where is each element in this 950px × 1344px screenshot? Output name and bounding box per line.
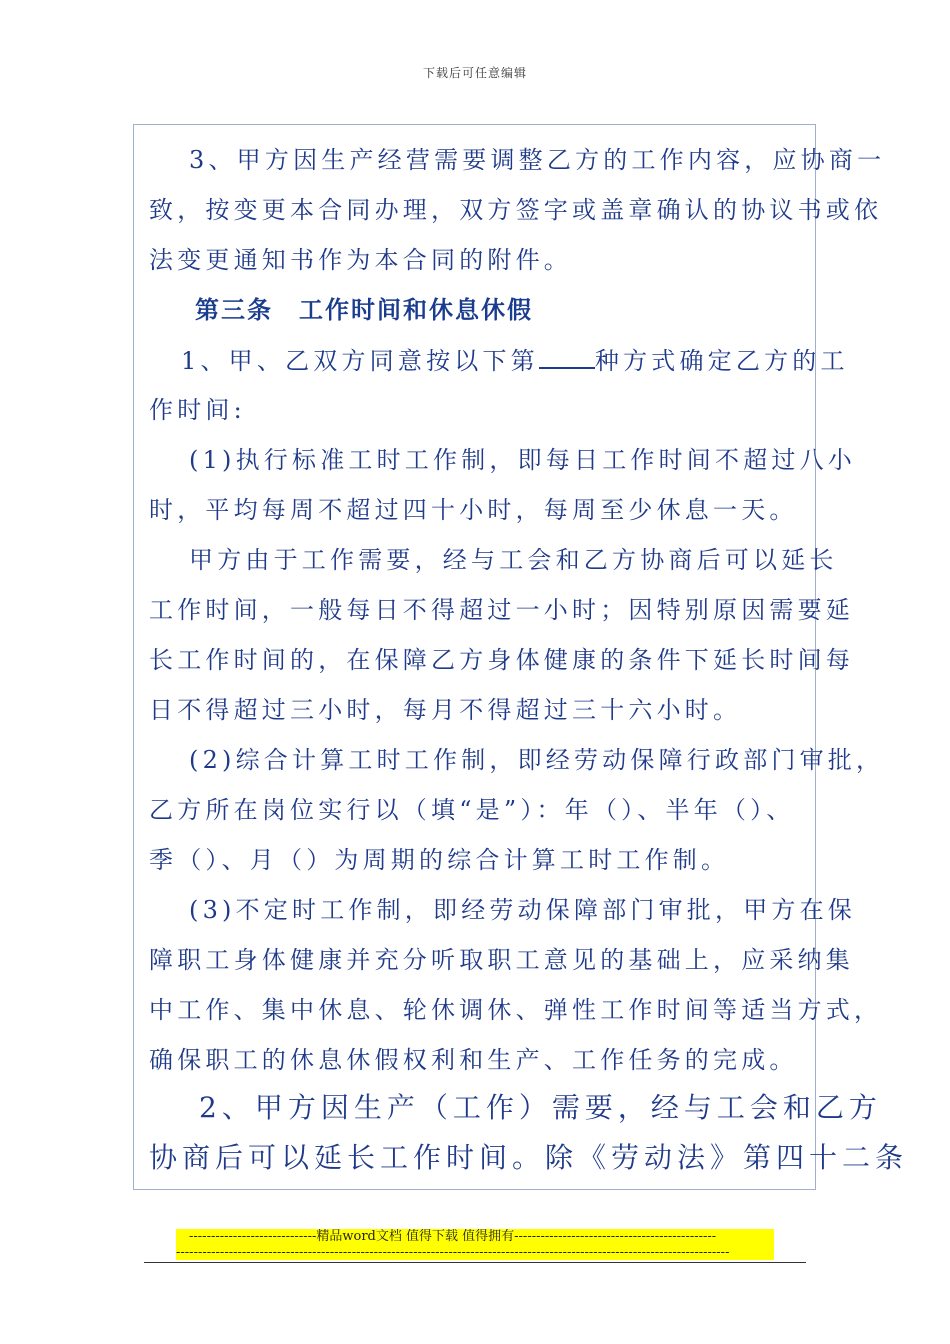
- paragraph-line: 法变更通知书作为本合同的附件。: [149, 246, 572, 274]
- paragraph-line: 日不得超过三小时，每月不得超过三十六小时。: [149, 696, 742, 724]
- paragraph-text: 种方式确定乙方的工: [594, 347, 849, 375]
- paragraph-line: (1)执行标准工时工作制，即每日工作时间不超过八小: [189, 446, 856, 474]
- paragraph-line: 时，平均每周不超过四十小时，每周至少休息一天。: [149, 496, 798, 524]
- paragraph-line: 致，按变更本合同办理，双方签字或盖章确认的协议书或依: [149, 196, 883, 224]
- paragraph-line: 季（）、月（）为周期的综合计算工时工作制。: [149, 846, 730, 874]
- fill-in-blank[interactable]: [539, 345, 595, 369]
- section-heading: 第三条 工作时间和休息休假: [195, 296, 533, 324]
- paragraph-line: 3、甲方因生产经营需要调整乙方的工作内容，应协商一: [189, 146, 886, 174]
- paragraph-text: 1、甲、乙双方同意按以下第: [181, 347, 539, 375]
- paragraph-line: 协商后可以延长工作时间。除《劳动法》第四十二条: [149, 1141, 909, 1174]
- paragraph-line: 作时间:: [149, 396, 246, 424]
- paragraph-line: (3)不定时工作制，即经劳动保障部门审批，甲方在保: [189, 896, 856, 924]
- paragraph-line: 中工作、集中休息、轮休调休、弹性工作时间等适当方式，: [149, 996, 883, 1024]
- footer-text: -----------------------------精品word文档 值得下载 值得拥有----------------------------------------------: [189, 1229, 717, 1244]
- paragraph-line: [181, 345, 950, 376]
- footer-rule: [144, 1262, 806, 1263]
- paragraph-line: 障职工身体健康并充分听取职工意见的基础上，应采纳集: [149, 946, 854, 974]
- paragraph-line: 2、甲方因生产（工作）需要，经与工会和乙方: [199, 1091, 882, 1124]
- paragraph-line: 甲方由于工作需要，经与工会和乙方协商后可以延长: [189, 546, 838, 574]
- page-header: 下载后可任意编辑: [422, 66, 527, 80]
- footer-dashes: ------------------------------------------------------------------------------------------------------------------------------: [176, 1245, 730, 1260]
- paragraph-line: 确保职工的休息休假权利和生产、工作任务的完成。: [149, 1046, 798, 1074]
- paragraph-line: 乙方所在岗位实行以（填“是”）：年（）、半年（）、: [149, 796, 795, 824]
- paragraph-line: 工作时间，一般每日不得超过一小时；因特别原因需要延: [149, 596, 854, 624]
- paragraph-line: 长工作时间的，在保障乙方身体健康的条件下延长时间每: [149, 646, 854, 674]
- paragraph-line: (2)综合计算工时工作制，即经劳动保障行政部门审批，: [189, 746, 885, 774]
